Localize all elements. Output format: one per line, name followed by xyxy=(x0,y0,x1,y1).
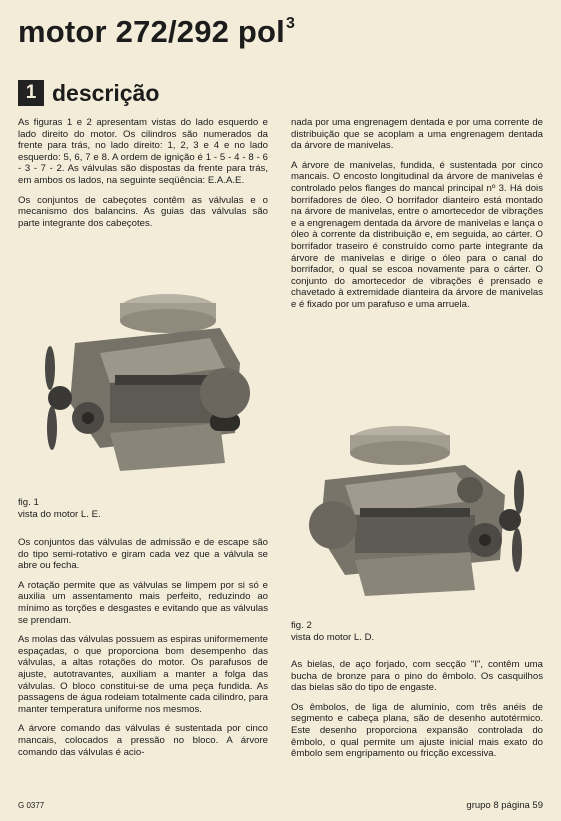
left-column-top xyxy=(18,117,268,237)
engine-right-side-photo xyxy=(305,410,535,610)
paragraph: A rotação permite que as válvulas se limpem por si só e auxilia um assentamento mais perfeito, reduzindo ao mínimo as torções e desgastes e evitando que as válvulas se prendam. xyxy=(18,579,268,626)
right-column-top xyxy=(291,117,543,319)
footer-code: G 0377 xyxy=(18,801,45,810)
section-heading xyxy=(18,80,159,106)
fig1-label: fig. 1 xyxy=(18,497,39,508)
paragraph: Os conjuntos de cabeçotes contêm as válvulas e o mecanismo dos balancins. As guias das válvulas são parte integrante dos cabeçotes. xyxy=(18,194,268,229)
paragraph: Os conjuntos das válvulas de admissão e de escape são do tipo semi-rotativo e giram cada vez que a válvula se abre ou fecha. xyxy=(18,537,268,572)
fig2-label: fig. 2 xyxy=(291,620,312,631)
section-title: descrição xyxy=(52,79,160,106)
paragraph: A árvore comando das válvulas é sustentada por cinco mancais, colocados a pressão no bloco. A árvore comando das válvulas é acio- xyxy=(18,723,268,758)
paragraph: A árvore de manivelas, fundida, é sustentada por cinco mancais. O encosto longitudinal da árvore de manivelas é controlado pelos flanges do mancal principal nº 3. Há dois borrifadores de óleo. O borrifador dianteiro está montado na árvore de manivelas, entre o amortecedor de vibrações e a engrenagem dentada da árvore de manivelas e lança o óleo à corrente da distribuição e, em seguida, ao cárter. O borrifador traseiro é construído como parte integrante da árvore de manivelas e dirige o óleo para o canal do borrifador, o qual se escoa novamente para o cárter. O conjunto do amortecedor de vibrações é prensado e chavetado à extremidade dianteira da árvore de manivelas e é fixado por um parafuso e uma arruela. xyxy=(291,159,543,310)
page-title: motor 272/292 pol$^3$ xyxy=(18,14,296,49)
engine-left-side-photo xyxy=(40,283,260,488)
paragraph: As figuras 1 e 2 apresentam vistas do lado esquerdo e lado direito do motor. Os cilindros são numerados da frente para trás, no lado direito: 1, 2, 3 e 4 e no lado esquerdo: 5, 6, 7 e 8. A ordem de ignição é 1 - 5 - 4 - 8 - 6 - 3 - 7 - 2. As válvulas são dispostas da frente para trás, em ambos os lados, na seguinte seqüência: E.A.A.E. xyxy=(18,117,268,186)
right-column-bottom xyxy=(291,659,543,768)
footer-page: grupo 8 página 59 xyxy=(466,800,543,811)
paragraph: As molas das válvulas possuem as espiras uniformemente espaçadas, o que proporciona bom desempenho das válvulas, a altas rotações do motor. Os parafusos de ajuste, autotravantes, auxiliam a manter a folga das válvulas. O bloco constitui-se de uma peça fundida. As passagens de água rodeiam totalmente cada cilindro, para manter temperatura uniforme nos mesmos. xyxy=(18,634,268,715)
fig2-description: vista do motor L. D. xyxy=(291,631,375,643)
paragraph: As bielas, de aço forjado, com secção "I", contêm uma bucha de bronze para o pino do êmbolo. Os casquilhos das bielas são do tipo de engaste. xyxy=(291,659,543,694)
left-column-bottom xyxy=(18,537,268,766)
fig1-description: vista do motor L. E. xyxy=(18,508,101,520)
fig1-caption xyxy=(18,497,101,520)
section-number: 1 xyxy=(18,80,44,106)
paragraph: nada por uma engrenagem dentada e por uma corrente de distribuição que se acoplam a uma engrenagem dentada da árvore de manivelas. xyxy=(291,117,543,152)
fig2-caption xyxy=(291,620,374,643)
paragraph: Os êmbolos, de liga de alumínio, com três anéis de segmento e cabeça plana, são de desenho autotérmico. Este desenho proporciona expansão controlada do êmbolo, o qual permite um ajuste inicial mais exato do êmbolo sem engripamento ou fricção excessiva. xyxy=(291,701,543,760)
